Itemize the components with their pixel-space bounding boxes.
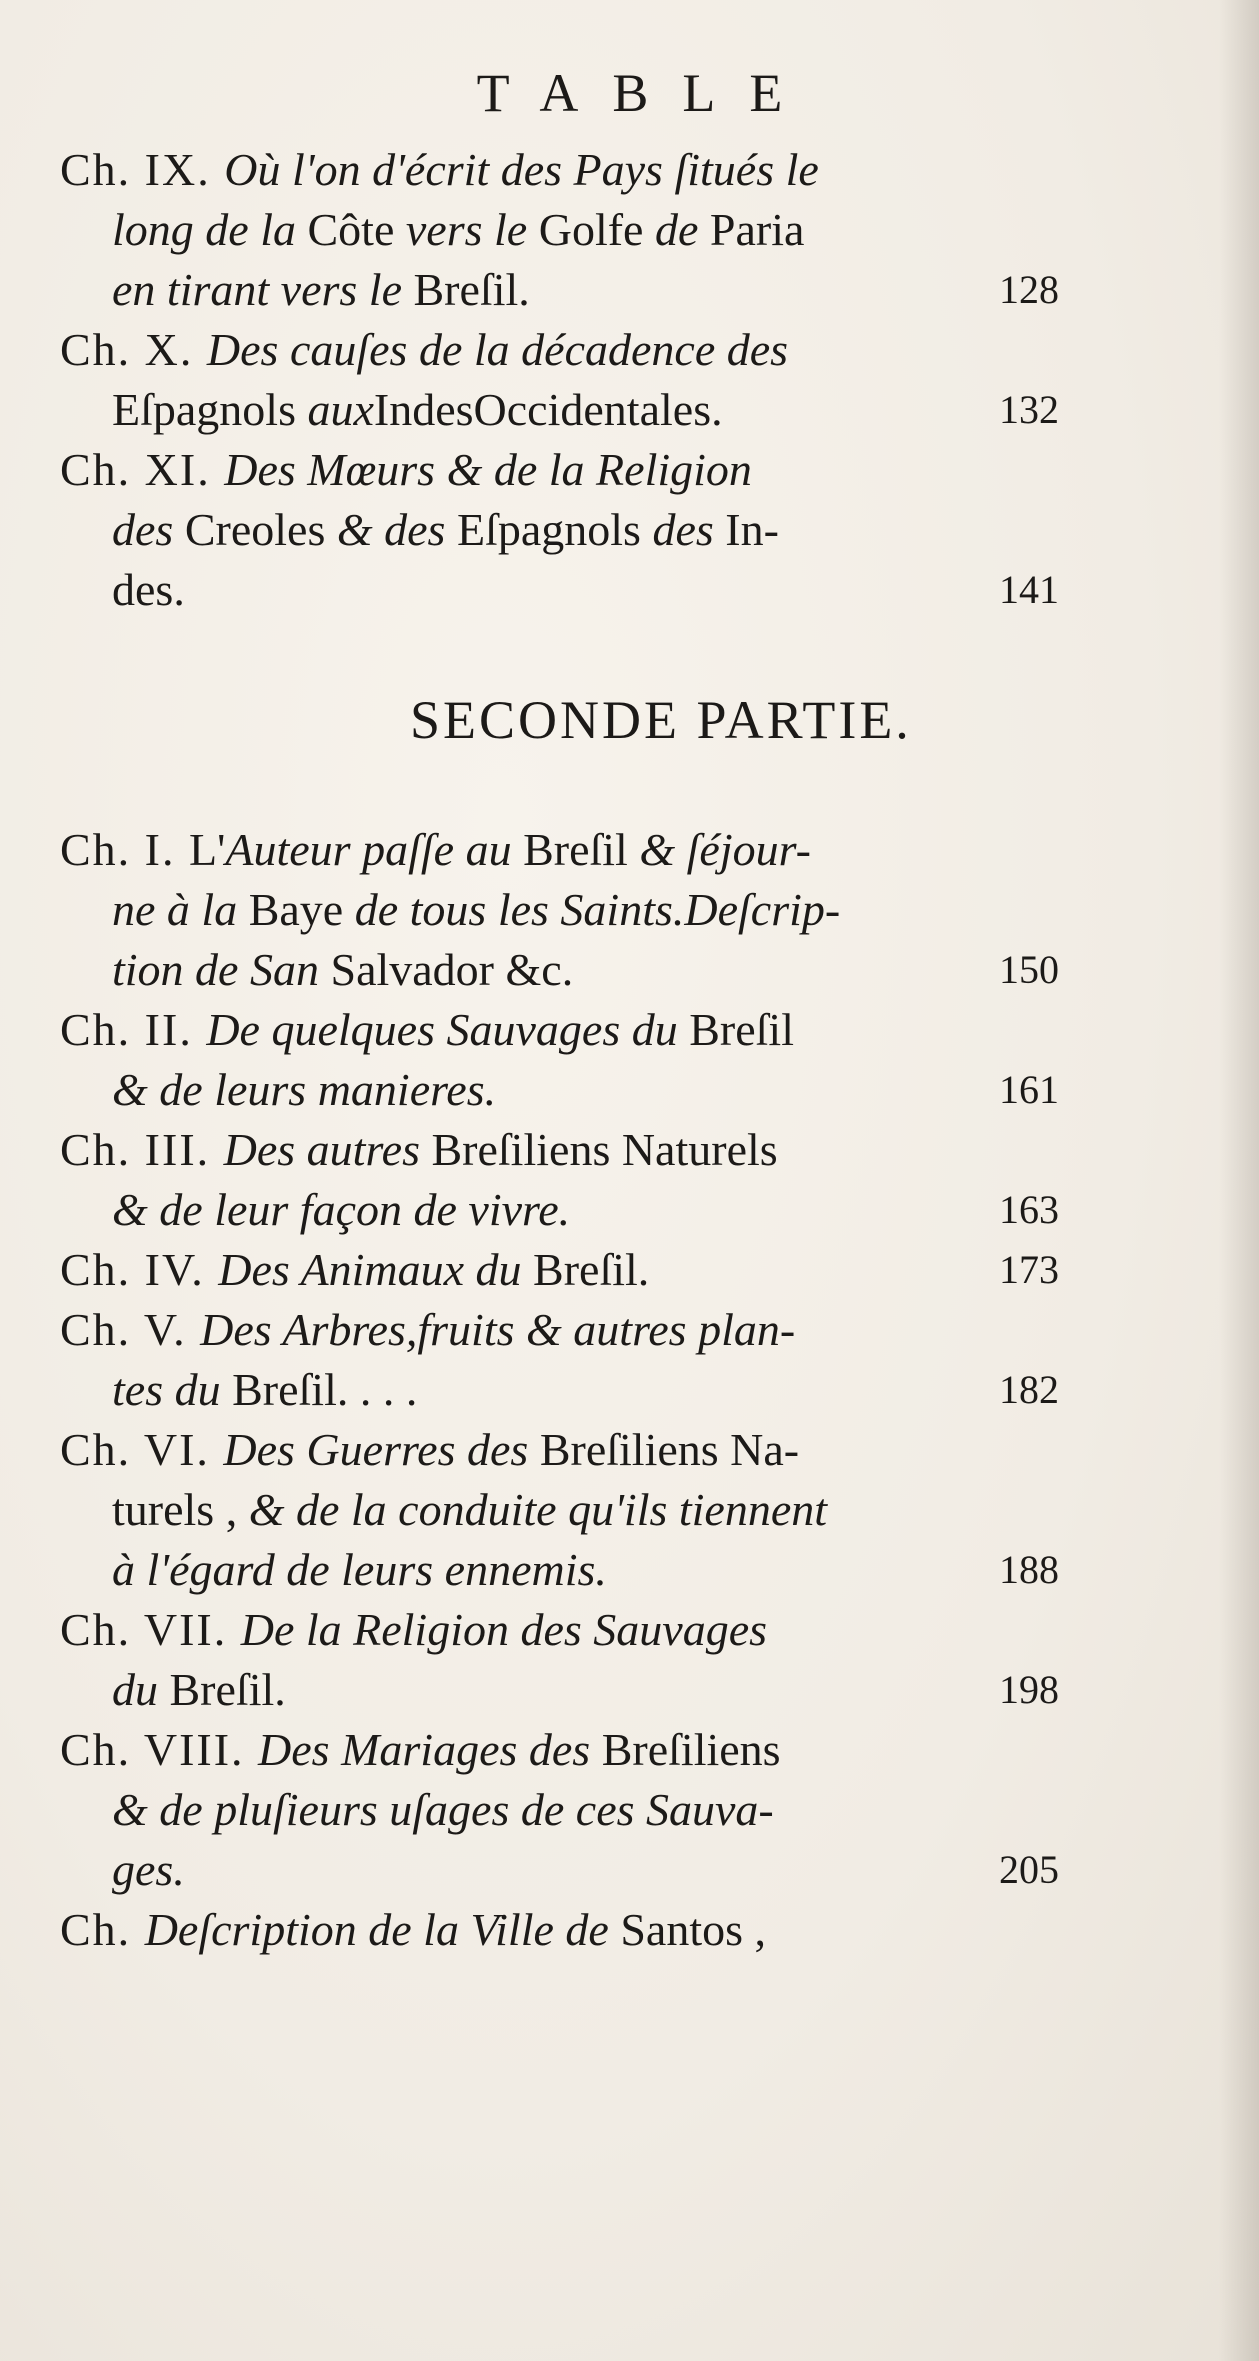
entry-text: tes du <box>112 1364 233 1415</box>
page-number: 161 <box>999 1067 1059 1112</box>
contents-entry <box>0 1120 1259 1240</box>
entry-text: In- <box>725 504 779 555</box>
chapter-number: Ch. VI. <box>60 1424 224 1475</box>
entry-text: des <box>112 504 185 555</box>
entry-text: Côte <box>307 204 406 255</box>
entry-line <box>0 1600 1259 1660</box>
entry-line <box>0 1720 1259 1780</box>
entry-text: Creoles <box>184 504 337 555</box>
entry-line <box>0 1000 1259 1060</box>
entry-line <box>0 1900 1259 1960</box>
page-number: 163 <box>999 1187 1059 1232</box>
page-number: 198 <box>999 1667 1059 1712</box>
entry-line <box>0 1120 1259 1180</box>
entry-text: Des Animaux du <box>218 1244 534 1295</box>
chapter-number: Ch. I. <box>60 824 189 875</box>
entry-text: de <box>654 204 710 255</box>
entry-text: Breſil <box>523 824 640 875</box>
contents-entry <box>0 1000 1259 1120</box>
entry-text: Salvador &c. <box>330 944 574 995</box>
entry-line <box>0 140 1259 200</box>
entry-text: Breſiliens <box>601 1724 781 1775</box>
entry-line <box>0 1240 1259 1300</box>
entry-text: Des cauſes de la décadence des <box>206 324 789 375</box>
entry-text: De quelques Sauvages du <box>206 1004 690 1055</box>
entry-line <box>0 500 1259 560</box>
contents-entry <box>0 1420 1259 1600</box>
contents-entry <box>0 1240 1259 1300</box>
entry-text: Breſil. <box>413 264 530 315</box>
entry-text: & ſéjour- <box>639 824 811 875</box>
entry-text: Breſil <box>689 1004 794 1055</box>
contents-entry <box>0 440 1259 620</box>
page-number: 150 <box>999 947 1059 992</box>
entry-text: & de la conduite qu'ils tiennent <box>248 1484 828 1535</box>
entry-line <box>0 1480 1259 1540</box>
entry-line <box>0 320 1259 380</box>
entry-line <box>0 1780 1259 1840</box>
entry-line <box>0 200 1259 260</box>
entry-line <box>0 820 1259 880</box>
entry-text: Breſiliens Na- <box>539 1424 800 1475</box>
entry-text: Des autres <box>223 1124 432 1175</box>
contents-entry <box>0 1900 1259 1960</box>
chapter-number: Ch. XI. <box>60 444 225 495</box>
page-number: 128 <box>999 267 1059 312</box>
contents-entry <box>0 1720 1259 1900</box>
running-title: TABLE <box>476 63 817 123</box>
chapter-number: Ch. VII. <box>60 1604 241 1655</box>
entry-text: Auteur paſſe au <box>225 824 524 875</box>
contents-entry <box>0 820 1259 1000</box>
entry-text: Des Guerres des <box>223 1424 540 1475</box>
chapter-number: Ch. II. <box>60 1004 207 1055</box>
entry-text: & des <box>336 504 457 555</box>
entry-text: Des Mœurs & de la Religion <box>224 444 752 495</box>
entry-text: aux <box>307 384 374 435</box>
entry-text: & de leur façon de vivre. <box>112 1184 571 1235</box>
entry-text: Breſiliens Naturels <box>431 1124 778 1175</box>
entry-text: Paria <box>709 204 805 255</box>
page-number: 205 <box>999 1847 1059 1892</box>
page-number: 132 <box>999 387 1059 432</box>
entry-line <box>0 1660 1259 1720</box>
entry-text: Golfe <box>538 204 655 255</box>
entry-text: IndesOccidentales. <box>373 384 723 435</box>
entry-text: Deſcription de la Ville de <box>144 1904 621 1955</box>
entry-text: Des Arbres,fruits & autres plan- <box>200 1304 796 1355</box>
entry-line <box>0 1300 1259 1360</box>
page-number: 188 <box>999 1547 1059 1592</box>
entry-line <box>0 380 1259 440</box>
entry-text: Santos , <box>620 1904 767 1955</box>
chapter-number: Ch. VIII. <box>60 1724 259 1775</box>
entry-text: & de pluſieurs uſages de ces Sauva- <box>112 1784 774 1835</box>
entry-text: turels , <box>112 1484 249 1535</box>
chapter-number: Ch. III. <box>60 1124 224 1175</box>
page-number: 182 <box>999 1367 1059 1412</box>
table-of-contents <box>0 140 1259 1960</box>
entry-line <box>0 1840 1259 1900</box>
chapter-number: Ch. V. <box>60 1304 201 1355</box>
entry-line <box>0 440 1259 500</box>
entry-text: Breſil. <box>533 1244 650 1295</box>
chapter-number: Ch. IX. <box>60 144 225 195</box>
entry-text: du <box>112 1664 170 1715</box>
entry-text: Baye <box>248 884 355 935</box>
page-number: 141 <box>999 567 1059 612</box>
entry-text: à l'égard de leurs ennemis. <box>112 1544 607 1595</box>
entry-text: ne à la <box>112 884 249 935</box>
entry-line <box>0 260 1259 320</box>
chapter-number: Ch. X. <box>60 324 207 375</box>
entry-text: De la Religion des Sauvages <box>240 1604 768 1655</box>
contents-entry <box>0 1300 1259 1420</box>
entry-text: Eſpagnols <box>112 384 308 435</box>
entry-text: & de leurs manieres. <box>112 1064 497 1115</box>
contents-entry <box>0 140 1259 320</box>
page-number: 173 <box>999 1247 1059 1292</box>
entry-line <box>0 880 1259 940</box>
entry-text: Breſil. <box>169 1664 286 1715</box>
entry-text: tion de San <box>112 944 331 995</box>
chapter-number: Ch. <box>60 1904 145 1955</box>
entry-line <box>0 940 1259 1000</box>
entry-text: ges. <box>112 1844 185 1895</box>
entry-line <box>0 1420 1259 1480</box>
contents-part-two <box>0 820 1259 1960</box>
entry-line <box>0 560 1259 620</box>
entry-text: Eſpagnols <box>456 504 653 555</box>
entry-text: vers le <box>405 204 539 255</box>
entry-text: L' <box>189 824 226 875</box>
contents-entry <box>0 320 1259 440</box>
entry-text: Breſil. . . . <box>232 1364 418 1415</box>
entry-text: Des Mariages des <box>258 1724 602 1775</box>
entry-line <box>0 1180 1259 1240</box>
section-title: SECONDE PARTIE. <box>410 690 912 750</box>
entry-text: de tous les Saints.Deſcrip- <box>354 884 841 935</box>
entry-text: des. <box>112 564 185 615</box>
entry-text: long de la <box>112 204 308 255</box>
contents-entry <box>0 1600 1259 1720</box>
chapter-number: Ch. IV. <box>60 1244 219 1295</box>
entry-text: en tirant vers le <box>112 264 414 315</box>
contents-part-one <box>0 140 1259 620</box>
entry-text: Où l'on d'écrit des Pays ſitués le <box>224 144 819 195</box>
entry-line <box>0 1540 1259 1600</box>
entry-line <box>0 1360 1259 1420</box>
entry-text: des <box>652 504 726 555</box>
entry-line <box>0 1060 1259 1120</box>
